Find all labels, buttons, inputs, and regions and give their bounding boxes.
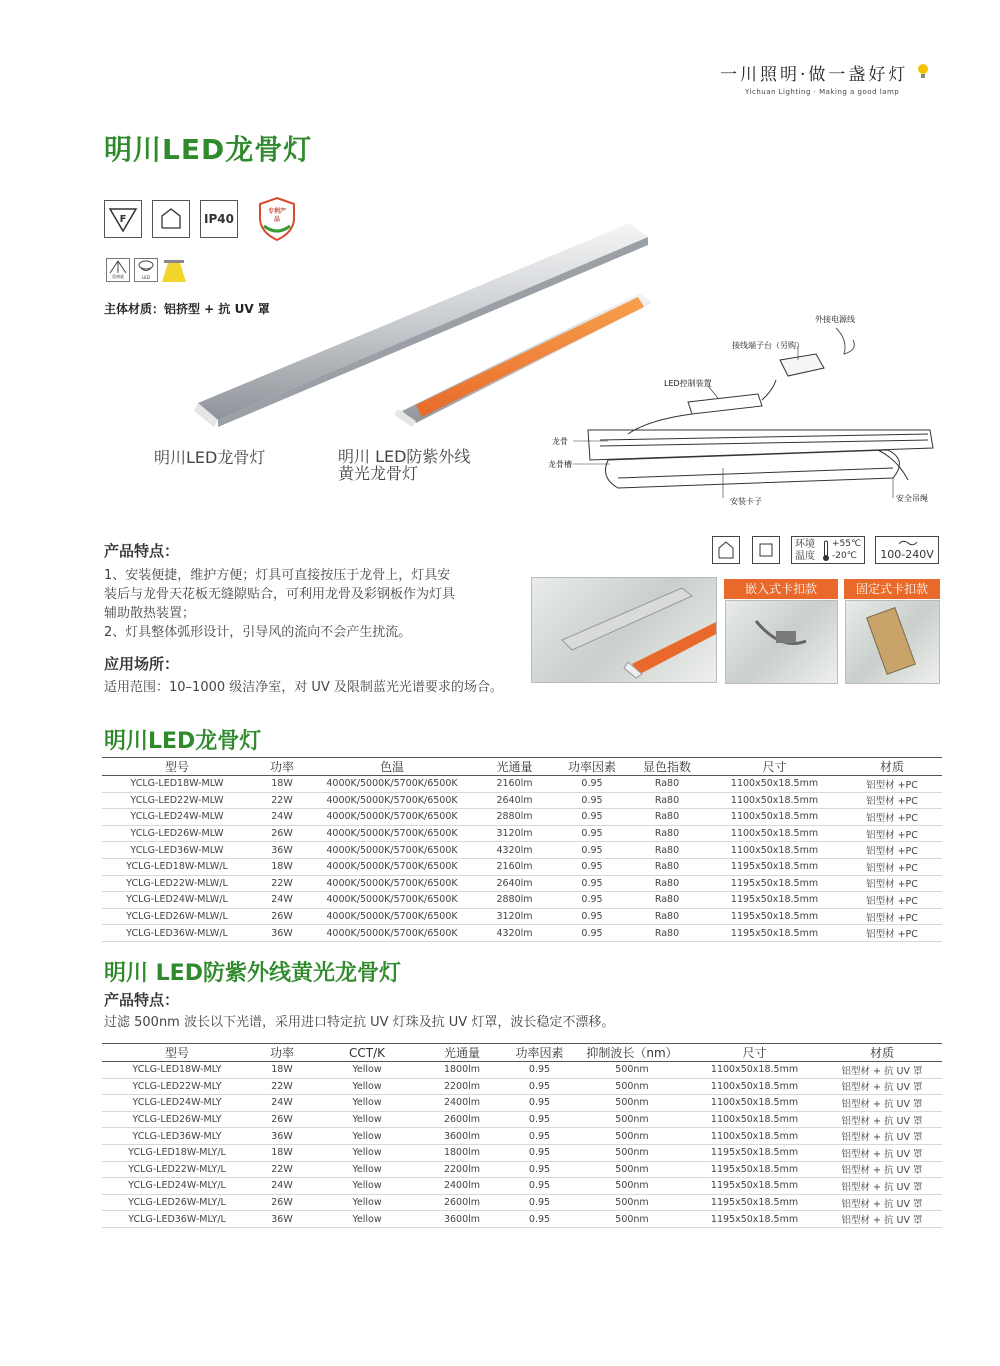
table-cell: 18W	[252, 776, 312, 793]
ip40-badge: IP40	[200, 200, 238, 238]
label-clip: 安装卡子	[730, 497, 762, 506]
table-cell: 0.95	[502, 1095, 577, 1112]
table-cell: 500nm	[577, 1194, 687, 1211]
table-cell: Yellow	[312, 1078, 422, 1095]
ac-wave-icon	[898, 539, 918, 547]
table-row	[102, 842, 942, 859]
square-icon	[753, 537, 779, 563]
table-cell: 4000K/5000K/5700K/6500K	[312, 908, 472, 925]
table-cell: 1100x50x18.5mm	[707, 842, 842, 859]
table-cell: 1100x50x18.5mm	[687, 1111, 822, 1128]
table-cell: 24W	[252, 809, 312, 826]
thermometer-icon	[822, 540, 830, 562]
table-cell: 26W	[252, 1111, 312, 1128]
table-cell: Ra80	[627, 925, 707, 942]
table-cell: 22W	[252, 875, 312, 892]
env-label-1: 环境	[795, 539, 815, 550]
voltage-text: 100-240V	[880, 548, 934, 561]
house-icon	[153, 201, 189, 237]
table-cell: 2640lm	[472, 875, 557, 892]
table-cell: 2400lm	[422, 1178, 502, 1195]
column-header: 功率	[252, 1044, 312, 1062]
table-cell: 500nm	[577, 1178, 687, 1195]
table-cell: 0.95	[557, 892, 627, 909]
table-cell: Ra80	[627, 875, 707, 892]
material-text: 主体材质：铝挤型 + 抗 UV 罩	[104, 302, 270, 316]
table-cell: 4000K/5000K/5700K/6500K	[312, 776, 472, 793]
table-cell: Ra80	[627, 809, 707, 826]
table-cell: 1100x50x18.5mm	[687, 1062, 822, 1079]
table-cell: 0.95	[502, 1178, 577, 1195]
table-cell: 1195x50x18.5mm	[687, 1211, 822, 1228]
table-cell: 22W	[252, 792, 312, 809]
table-cell: 0.95	[502, 1161, 577, 1178]
table-cell: 0.95	[557, 908, 627, 925]
table-cell: Ra80	[627, 842, 707, 859]
features-line2: 装后与龙骨天花板无缝隙贴合，可利用龙骨及彩钢板作为灯具	[104, 587, 456, 602]
class2-icon-box	[752, 536, 780, 564]
table-cell: Ra80	[627, 892, 707, 909]
embedded-clip-photo	[725, 600, 838, 684]
f-mark-badge	[104, 200, 142, 238]
column-header: 光通量	[472, 758, 557, 776]
table-cell: 0.95	[557, 776, 627, 793]
column-header: 抑制波长（nm）	[577, 1044, 687, 1062]
product2-features-text: 过滤 500nm 波长以下光谱，采用进口特定抗 UV 灯珠及抗 UV 灯罩，波长稳定不漂移。	[104, 1015, 615, 1030]
table-cell: 4000K/5000K/5700K/6500K	[312, 858, 472, 875]
table-cell: 0.95	[557, 858, 627, 875]
column-header: 材质	[822, 1044, 942, 1062]
column-header: CCT/K	[312, 1044, 422, 1062]
table-cell: 2880lm	[472, 892, 557, 909]
lamp-photo	[531, 577, 717, 683]
caption-orange-line2: 黄光龙骨灯	[338, 464, 419, 483]
table-cell: 22W	[252, 1078, 312, 1095]
usage-text: 适用范围：10–1000 级洁净室，对 UV 及限制蓝光光谱要求的场合。	[104, 680, 503, 695]
table-cell: 铝型材 + 抗 UV 罩	[822, 1095, 942, 1112]
table-cell: 0.95	[502, 1128, 577, 1145]
table-cell: YCLG-LED22W-MLY	[102, 1078, 252, 1095]
table-cell: YCLG-LED26W-MLW	[102, 825, 252, 842]
features-line4: 2、灯具整体弧形设计，引导风的流向不会产生扰流。	[104, 625, 412, 640]
features-line3: 辅助散热装置；	[104, 606, 196, 621]
label-external-wire: 外接电源线	[815, 315, 855, 324]
patent-label: 专利产品	[267, 208, 286, 223]
table-cell: 2160lm	[472, 858, 557, 875]
label-keel: 龙骨	[552, 437, 568, 446]
table-cell: 铝型材 +PC	[842, 809, 942, 826]
table-cell: 3120lm	[472, 908, 557, 925]
table-cell: 0.95	[502, 1144, 577, 1161]
caption-white-lamp: 明川LED龙骨灯	[154, 448, 266, 467]
svg-text:F: F	[119, 214, 127, 225]
caption-orange-line1: 明川 LED防紫外线	[338, 447, 471, 466]
table-row	[102, 1178, 942, 1195]
table-cell: 18W	[252, 1144, 312, 1161]
table-cell: 4000K/5000K/5700K/6500K	[312, 925, 472, 942]
product2-title: 明川 LED防紫外线黄光龙骨灯	[104, 961, 401, 986]
table-cell: 1100x50x18.5mm	[687, 1095, 822, 1112]
table-cell: 4000K/5000K/5700K/6500K	[312, 892, 472, 909]
table-cell: YCLG-LED26W-MLW/L	[102, 908, 252, 925]
table-cell: 500nm	[577, 1095, 687, 1112]
house-icon	[713, 537, 739, 563]
led-icon: LED	[134, 258, 158, 282]
beam-angle-icon: 重测量	[106, 258, 130, 282]
table-row	[102, 809, 942, 826]
table-cell: Ra80	[627, 792, 707, 809]
features-text	[104, 566, 524, 642]
table-row	[102, 1111, 942, 1128]
table-cell: 4320lm	[472, 925, 557, 942]
table-cell: Yellow	[312, 1144, 422, 1161]
table-cell: 500nm	[577, 1062, 687, 1079]
table-row	[102, 776, 942, 793]
table-cell: 1195x50x18.5mm	[687, 1178, 822, 1195]
table-cell: 1195x50x18.5mm	[707, 858, 842, 875]
table-cell: 4000K/5000K/5700K/6500K	[312, 875, 472, 892]
table-cell: 铝型材 + 抗 UV 罩	[822, 1161, 942, 1178]
product2-features-heading: 产品特点：	[104, 991, 180, 1009]
brand-slogan: 一川照明·做一盏好灯	[720, 65, 909, 85]
column-header: 尺寸	[707, 758, 842, 776]
table-cell: 1800lm	[422, 1144, 502, 1161]
table-row	[102, 908, 942, 925]
table-cell: YCLG-LED36W-MLW/L	[102, 925, 252, 942]
table-cell: 4000K/5000K/5700K/6500K	[312, 842, 472, 859]
table-cell: YCLG-LED36W-MLY	[102, 1128, 252, 1145]
tab-fixed-clip: 固定式卡扣款	[844, 579, 940, 599]
table-cell: Ra80	[627, 776, 707, 793]
indoor-icon-box	[712, 536, 740, 564]
table-cell: Yellow	[312, 1111, 422, 1128]
table-cell: YCLG-LED24W-MLW/L	[102, 892, 252, 909]
label-terminal: 接线端子台（另购）	[732, 341, 804, 350]
table-cell: 0.95	[502, 1194, 577, 1211]
table-row	[102, 925, 942, 942]
column-header: 型号	[102, 1044, 252, 1062]
table-row	[102, 875, 942, 892]
table-cell: 4000K/5000K/5700K/6500K	[312, 792, 472, 809]
table-row	[102, 1062, 942, 1079]
table-cell: Ra80	[627, 825, 707, 842]
table-cell: 铝型材 +PC	[842, 825, 942, 842]
table-cell: 1195x50x18.5mm	[707, 892, 842, 909]
table-cell: 铝型材 +PC	[842, 925, 942, 942]
table-cell: 2400lm	[422, 1095, 502, 1112]
table-cell: 22W	[252, 1161, 312, 1178]
table-cell: 1195x50x18.5mm	[707, 908, 842, 925]
table-cell: 铝型材 + 抗 UV 罩	[822, 1078, 942, 1095]
table-cell: 铝型材 +PC	[842, 792, 942, 809]
table-cell: 4320lm	[472, 842, 557, 859]
table-cell: 铝型材 +PC	[842, 892, 942, 909]
table-row	[102, 1194, 942, 1211]
table-cell: 0.95	[557, 792, 627, 809]
table-cell: 500nm	[577, 1211, 687, 1228]
table-cell: YCLG-LED18W-MLW	[102, 776, 252, 793]
spec-table-1	[102, 757, 942, 942]
table-cell: 0.95	[557, 875, 627, 892]
table-cell: 26W	[252, 1194, 312, 1211]
table-row	[102, 1128, 942, 1145]
light-beam-icon	[162, 258, 186, 282]
table-cell: 铝型材 + 抗 UV 罩	[822, 1211, 942, 1228]
column-header: 光通量	[422, 1044, 502, 1062]
table-cell: YCLG-LED18W-MLY	[102, 1062, 252, 1079]
table-cell: YCLG-LED36W-MLY/L	[102, 1211, 252, 1228]
table-cell: Yellow	[312, 1178, 422, 1195]
table-cell: 3600lm	[422, 1128, 502, 1145]
table-row	[102, 1078, 942, 1095]
table-cell: Yellow	[312, 1128, 422, 1145]
table-cell: Ra80	[627, 858, 707, 875]
table-cell: 500nm	[577, 1111, 687, 1128]
table-cell: 18W	[252, 1062, 312, 1079]
table-cell: 36W	[252, 1211, 312, 1228]
features-heading: 产品特点：	[104, 542, 180, 560]
table-cell: 铝型材 + 抗 UV 罩	[822, 1128, 942, 1145]
table-cell: 1195x50x18.5mm	[687, 1144, 822, 1161]
table-cell: YCLG-LED22W-MLW/L	[102, 875, 252, 892]
table-cell: YCLG-LED36W-MLW	[102, 842, 252, 859]
usage-heading: 应用场所：	[104, 655, 180, 673]
table-cell: 2640lm	[472, 792, 557, 809]
table-cell: Yellow	[312, 1095, 422, 1112]
table-row	[102, 1161, 942, 1178]
table-cell: 3600lm	[422, 1211, 502, 1228]
table-cell: YCLG-LED26W-MLY/L	[102, 1194, 252, 1211]
table-cell: 4000K/5000K/5700K/6500K	[312, 825, 472, 842]
table-cell: 0.95	[502, 1211, 577, 1228]
table-cell: Ra80	[627, 908, 707, 925]
column-header: 功率因素	[502, 1044, 577, 1062]
table-cell: 0.95	[502, 1078, 577, 1095]
table-cell: 36W	[252, 925, 312, 942]
table-cell: 500nm	[577, 1078, 687, 1095]
table-cell: 铝型材 + 抗 UV 罩	[822, 1111, 942, 1128]
table-cell: 2600lm	[422, 1194, 502, 1211]
label-safety-rope: 安全吊绳	[896, 494, 928, 503]
table-cell: 1100x50x18.5mm	[687, 1078, 822, 1095]
table-cell: YCLG-LED18W-MLW/L	[102, 858, 252, 875]
table-cell: 1800lm	[422, 1062, 502, 1079]
table-row	[102, 1211, 942, 1228]
env-label-2: 温度	[795, 551, 815, 562]
bulb-icon	[916, 62, 930, 80]
table-cell: 36W	[252, 1128, 312, 1145]
label-keel-slot: 龙骨槽	[548, 460, 572, 469]
table-cell: Yellow	[312, 1062, 422, 1079]
table-cell: 3120lm	[472, 825, 557, 842]
column-header: 尺寸	[687, 1044, 822, 1062]
table-cell: 1195x50x18.5mm	[687, 1194, 822, 1211]
table-cell: 36W	[252, 842, 312, 859]
table-cell: 24W	[252, 1095, 312, 1112]
table-cell: YCLG-LED24W-MLY	[102, 1095, 252, 1112]
table-cell: 1100x50x18.5mm	[707, 776, 842, 793]
table-cell: 2160lm	[472, 776, 557, 793]
features-line1: 1、安装便捷，维护方便；灯具可直接按压于龙骨上，灯具安	[104, 568, 451, 583]
table-cell: 26W	[252, 825, 312, 842]
table-cell: 1100x50x18.5mm	[687, 1128, 822, 1145]
table-cell: 0.95	[557, 842, 627, 859]
table-cell: 500nm	[577, 1161, 687, 1178]
table-row	[102, 892, 942, 909]
table-cell: 500nm	[577, 1128, 687, 1145]
temp-high: +55℃	[832, 539, 862, 549]
brand-slogan-en: Yichuan Lighting · Making a good lamp	[745, 88, 900, 96]
table-cell: 铝型材 +PC	[842, 776, 942, 793]
f-mark-icon	[105, 201, 141, 237]
table-cell: 1100x50x18.5mm	[707, 809, 842, 826]
table-cell: YCLG-LED24W-MLY/L	[102, 1178, 252, 1195]
table-cell: YCLG-LED18W-MLY/L	[102, 1144, 252, 1161]
table-row	[102, 1095, 942, 1112]
page-title: 明川LED龙骨灯	[104, 133, 313, 166]
indoor-badge	[152, 200, 190, 238]
table1-title: 明川LED龙骨灯	[104, 729, 262, 754]
table-cell: Yellow	[312, 1194, 422, 1211]
table-cell: 铝型材 + 抗 UV 罩	[822, 1062, 942, 1079]
table-cell: 1195x50x18.5mm	[707, 875, 842, 892]
table-cell: 24W	[252, 892, 312, 909]
column-header: 显色指数	[627, 758, 707, 776]
table-cell: 铝型材 +PC	[842, 858, 942, 875]
table-cell: 1195x50x18.5mm	[707, 925, 842, 942]
table-cell: 铝型材 +PC	[842, 842, 942, 859]
table-cell: 26W	[252, 908, 312, 925]
table-cell: 0.95	[557, 925, 627, 942]
table-cell: 铝型材 + 抗 UV 罩	[822, 1178, 942, 1195]
table-cell: 18W	[252, 858, 312, 875]
table-cell: 0.95	[557, 825, 627, 842]
fixed-clip-photo	[845, 600, 940, 684]
column-header: 功率	[252, 758, 312, 776]
voltage-box	[875, 536, 939, 564]
table-cell: 铝型材 +PC	[842, 875, 942, 892]
temperature-box	[791, 536, 865, 564]
table-cell: Yellow	[312, 1211, 422, 1228]
table-cell: YCLG-LED26W-MLY	[102, 1111, 252, 1128]
table-row	[102, 858, 942, 875]
table-cell: 2200lm	[422, 1078, 502, 1095]
table-cell: YCLG-LED22W-MLW	[102, 792, 252, 809]
column-header: 材质	[842, 758, 942, 776]
table-cell: 铝型材 +PC	[842, 908, 942, 925]
table-cell: 铝型材 + 抗 UV 罩	[822, 1194, 942, 1211]
column-header: 型号	[102, 758, 252, 776]
table-cell: 1100x50x18.5mm	[707, 825, 842, 842]
table-cell: Yellow	[312, 1161, 422, 1178]
spec-table-2	[102, 1043, 942, 1228]
column-header: 色温	[312, 758, 472, 776]
table-cell: 铝型材 + 抗 UV 罩	[822, 1144, 942, 1161]
table-row	[102, 1144, 942, 1161]
table-cell: 24W	[252, 1178, 312, 1195]
caption-orange-lamp	[338, 448, 470, 482]
table-cell: 0.95	[557, 809, 627, 826]
table-cell: 500nm	[577, 1144, 687, 1161]
table-cell: 1195x50x18.5mm	[687, 1161, 822, 1178]
table-cell: 0.95	[502, 1111, 577, 1128]
table-row	[102, 792, 942, 809]
table-cell: 2880lm	[472, 809, 557, 826]
table-cell: 4000K/5000K/5700K/6500K	[312, 809, 472, 826]
table-cell: YCLG-LED22W-MLY/L	[102, 1161, 252, 1178]
table-cell: YCLG-LED24W-MLW	[102, 809, 252, 826]
tab-embedded-clip: 嵌入式卡扣款	[724, 579, 838, 599]
label-driver: LED控制装置	[664, 379, 712, 388]
table-cell: 1100x50x18.5mm	[707, 792, 842, 809]
table-cell: 2600lm	[422, 1111, 502, 1128]
table-cell: 2200lm	[422, 1161, 502, 1178]
column-header: 功率因素	[557, 758, 627, 776]
table-row	[102, 825, 942, 842]
table-cell: 0.95	[502, 1062, 577, 1079]
temp-low: -20℃	[832, 551, 857, 561]
